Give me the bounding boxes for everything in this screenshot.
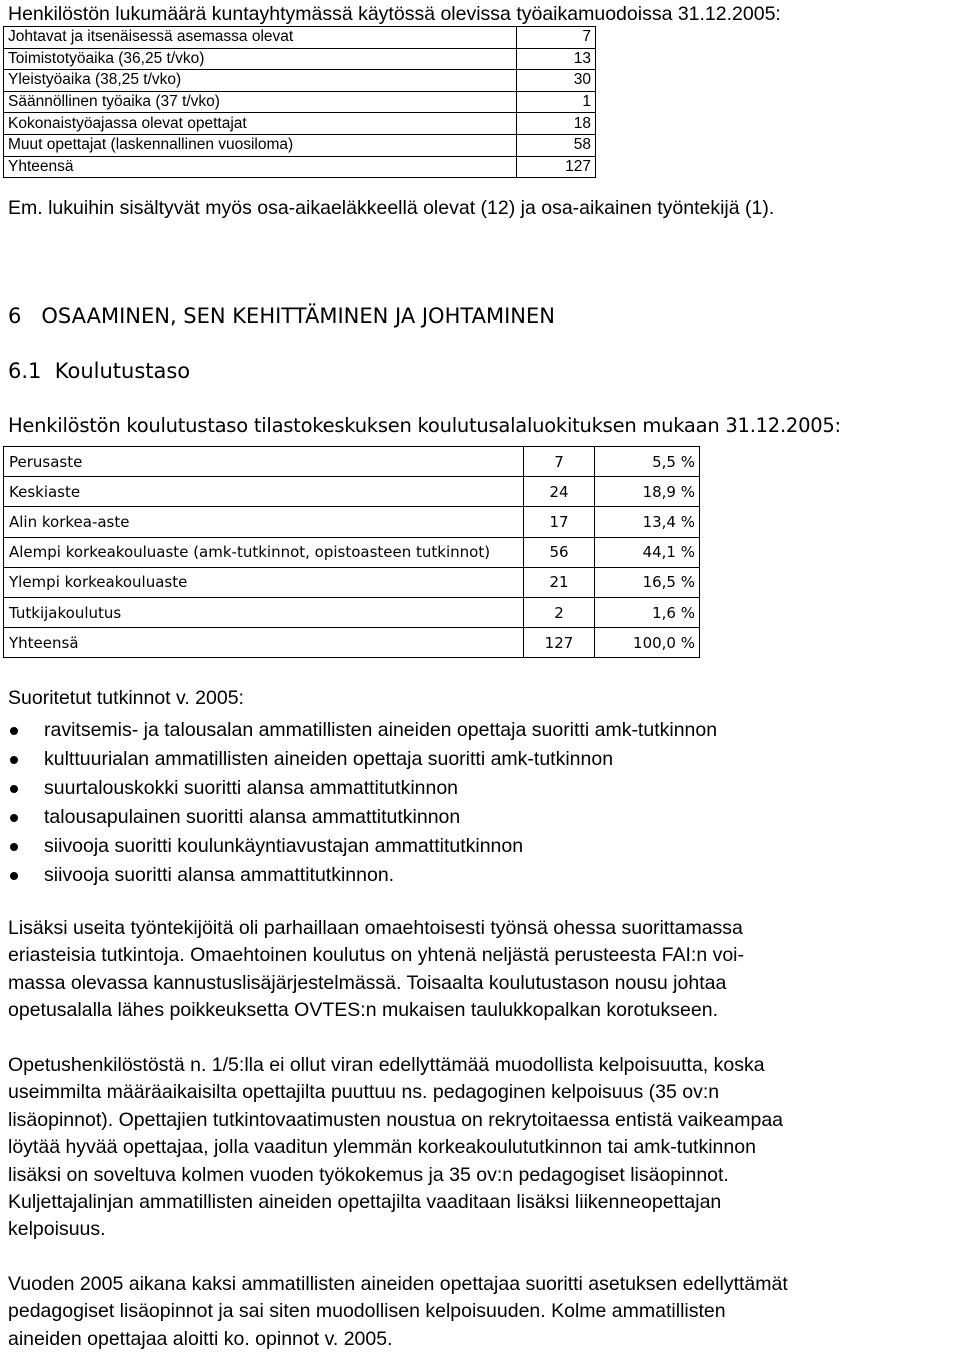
paragraph-line: kelpoisuus.: [8, 1218, 106, 1241]
education-level: Tutkijakoulutus: [4, 597, 524, 627]
table-row: [4, 134, 596, 156]
list-item-text: talousapulainen suoritti alansa ammattitutkinnon: [44, 806, 461, 828]
table-row: [4, 27, 596, 49]
education-percent: 44,1 %: [595, 537, 700, 567]
paragraph-line: aineiden opettajaa aloitti ko. opinnot v. 2005.: [8, 1327, 393, 1350]
paragraph-line: pedagogiset lisäopinnot ja sai siten muodollisen kelpoisuuden. Kolme ammatillisten: [8, 1300, 726, 1323]
bullet-icon: [10, 756, 18, 764]
staff-label: Toimistotyöaika (36,25 t/vko): [4, 48, 517, 70]
education-count: 21: [524, 567, 595, 597]
staff-note: Em. lukuihin sisältyvät myös osa-aikaeläkkeellä olevat (12) ja osa-aikainen työntekijä (1).: [8, 197, 775, 219]
list-item-text: suurtalouskokki suoritti alansa ammattitutkinnon: [44, 777, 459, 799]
degrees-list: [0, 716, 717, 890]
staff-value: 7: [517, 27, 596, 49]
table-row: [4, 447, 700, 477]
education-level: Perusaste: [4, 447, 524, 477]
list-item-text: siivooja suoritti koulunkäyntiavustajan ammattitutkinnon: [44, 835, 524, 857]
education-count: 2: [524, 597, 595, 627]
paragraph-line: opetusalalla lähes poikkeuksetta OVTES:n mukaisen taulukkopalkan korotukseen.: [8, 999, 718, 1022]
bullet-icon: [10, 814, 18, 822]
table-row: [4, 567, 700, 597]
bullet-icon: [10, 843, 18, 851]
education-level: Alempi korkeakouluaste (amk-tutkinnot, opistoasteen tutkinnot): [4, 537, 524, 567]
table-row: [4, 113, 596, 135]
table-row-total: [4, 628, 700, 658]
bullet-icon: [10, 727, 18, 735]
paragraph-line: Lisäksi useita työntekijöitä oli parhaillaan omaehtoisesti työnsä ohessa suorittamassa: [8, 917, 743, 939]
education-intro: Henkilöstön koulutustaso tilastokeskuksen koulutusalaluokituksen mukaan 31.12.2005:: [8, 414, 841, 437]
paragraph-line: useimmilta määräaikaisilta opettajilta puuttuu ns. pedagoginen kelpoisuus (35 ov:n: [8, 1081, 720, 1104]
education-count: 24: [524, 477, 595, 507]
education-level: Alin korkea-aste: [4, 507, 524, 537]
paragraph-line: löytää hyvää opettajaa, jolla vaaditun ylemmän korkeakoulututkinnon tai amk-tutkinnon: [8, 1136, 756, 1159]
staff-value: 18: [517, 113, 596, 135]
paragraph-line: Opetushenkilöstöstä n. 1/5:lla ei ollut viran edellyttämää muodollista kelpoisuutta, koska: [8, 1054, 765, 1076]
staff-value: 1: [517, 91, 596, 113]
paragraph-line: massa olevassa kannustuslisäjärjestelmässä. Toisaalta koulutustason nousu johtaa: [8, 971, 727, 994]
staff-value: 30: [517, 70, 596, 92]
list-item: [0, 861, 717, 890]
paragraph-line: Vuoden 2005 aikana kaksi ammatillisten aineiden opettajaa suoritti asetuksen edellyttämät: [8, 1273, 788, 1295]
paragraph-line: lisäopinnot). Opettajien tutkintovaatimusten noustua on rekrytoitaessa entistä vaikeampaa: [8, 1108, 784, 1131]
table-row-total: [4, 156, 596, 178]
education-level: Yhteensä: [4, 628, 524, 658]
table-row: [4, 477, 700, 507]
paragraph-line: Kuljettajalinjan ammatillisten aineiden opettajilta vaaditaan lisäksi liikenneopettajan: [8, 1191, 722, 1214]
staff-label: Yleistyöaika (38,25 t/vko): [4, 70, 517, 92]
staff-heading: Henkilöstön lukumäärä kuntayhtymässä käytössä olevissa työaikamuodoissa 31.12.2005:: [8, 3, 781, 25]
table-row: [4, 507, 700, 537]
staff-table: [3, 26, 596, 178]
paragraph-further-studies: [8, 915, 744, 1025]
education-percent: 100,0 %: [595, 628, 700, 658]
education-level: Keskiaste: [4, 477, 524, 507]
table-row: [4, 91, 596, 113]
staff-label: Muut opettajat (laskennallinen vuosiloma): [4, 134, 517, 156]
list-item-text: ravitsemis- ja talousalan ammatillisten aineiden opettaja suoritti amk-tutkinnon: [44, 719, 718, 741]
list-item: [0, 803, 717, 832]
staff-value: 127: [517, 156, 596, 178]
staff-label: Johtavat ja itsenäisessä asemassa olevat: [4, 27, 517, 49]
education-table: [3, 446, 700, 658]
list-item: [0, 774, 717, 803]
education-percent: 5,5 %: [595, 447, 700, 477]
list-item: [0, 716, 717, 745]
paragraph-2005-studies: [8, 1271, 788, 1353]
table-row: [4, 537, 700, 567]
education-count: 17: [524, 507, 595, 537]
paragraph-line: lisäksi on soveltuva kolmen vuoden työkokemus ja 35 ov:n pedagogiset lisäopinnot.: [8, 1163, 729, 1186]
education-percent: 16,5 %: [595, 567, 700, 597]
list-item: [0, 745, 717, 774]
list-item-text: kulttuurialan ammatillisten aineiden opettaja suoritti amk-tutkinnon: [44, 748, 614, 770]
degrees-heading: Suoritetut tutkinnot v. 2005:: [8, 687, 244, 709]
subsection-heading: 6.1 Koulutustaso: [8, 359, 191, 383]
staff-label: Säännöllinen työaika (37 t/vko): [4, 91, 517, 113]
education-level: Ylempi korkeakouluaste: [4, 567, 524, 597]
education-percent: 1,6 %: [595, 597, 700, 627]
table-row: [4, 48, 596, 70]
list-item-text: siivooja suoritti alansa ammattitutkinnon.: [44, 864, 395, 886]
bullet-icon: [10, 785, 18, 793]
education-count: 56: [524, 537, 595, 567]
staff-value: 58: [517, 134, 596, 156]
paragraph-qualifications: [8, 1052, 783, 1244]
education-percent: 18,9 %: [595, 477, 700, 507]
staff-label: Yhteensä: [4, 156, 517, 178]
section-heading: 6 OSAAMINEN, SEN KEHITTÄMINEN JA JOHTAMINEN: [8, 304, 555, 328]
bullet-icon: [10, 872, 18, 880]
education-percent: 13,4 %: [595, 507, 700, 537]
education-count: 7: [524, 447, 595, 477]
staff-label: Kokonaistyöajassa olevat opettajat: [4, 113, 517, 135]
table-row: [4, 597, 700, 627]
list-item: [0, 832, 717, 861]
paragraph-line: eriasteisia tutkintoja. Omaehtoinen koulutus on yhtenä neljästä perusteesta FAI:n voi-: [8, 944, 745, 967]
table-row: [4, 70, 596, 92]
education-count: 127: [524, 628, 595, 658]
staff-value: 13: [517, 48, 596, 70]
